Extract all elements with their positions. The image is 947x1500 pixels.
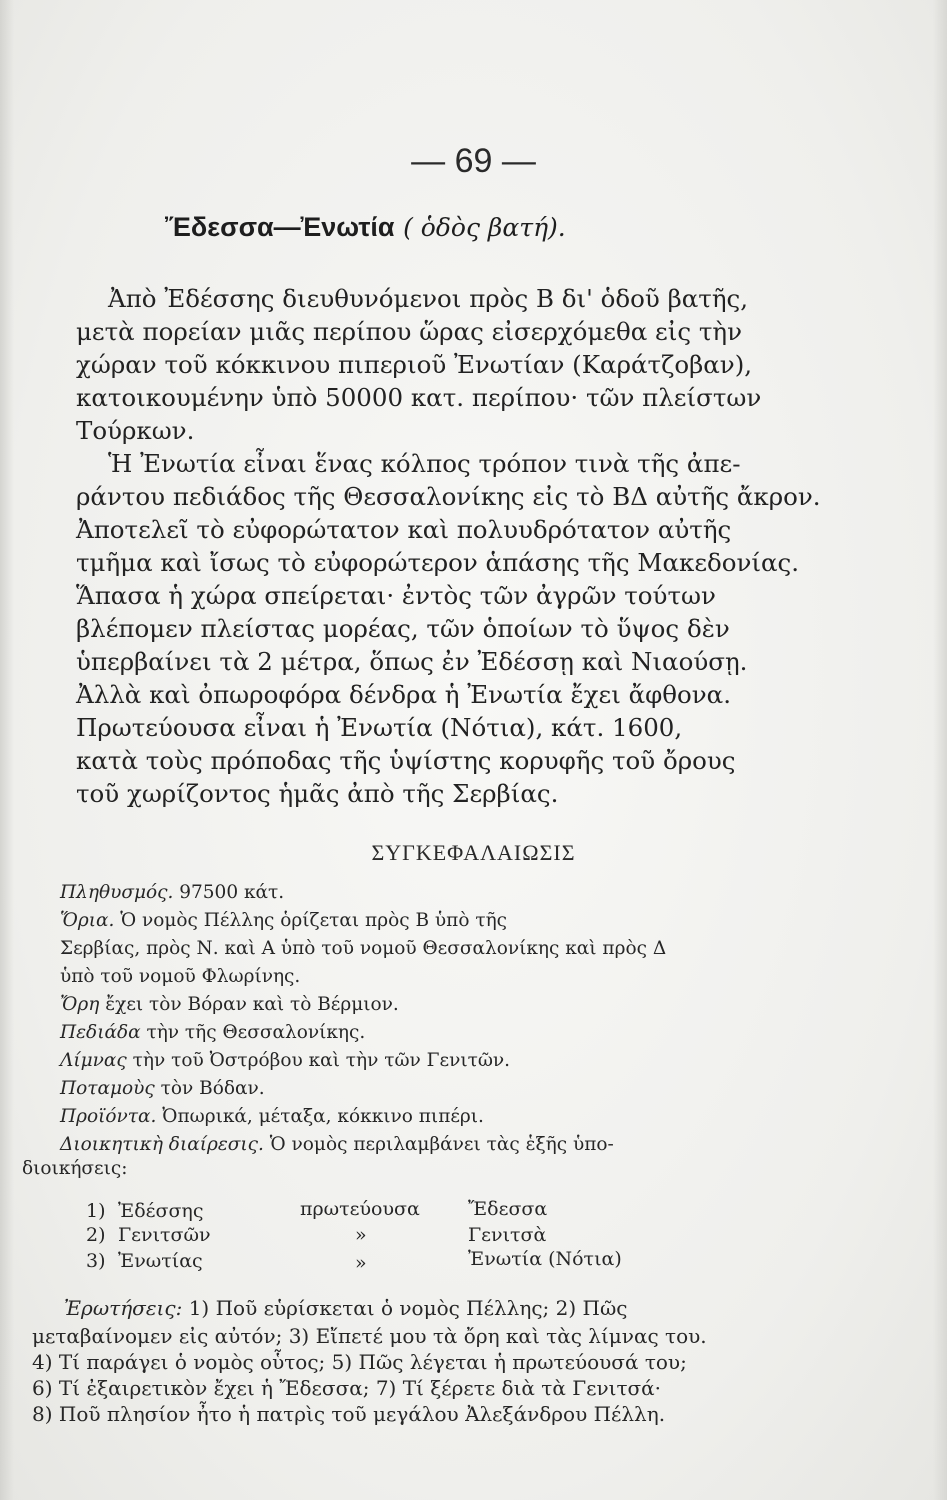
summary-text: ὑπὸ τοῦ νομοῦ Φλωρίνης. bbox=[60, 966, 301, 987]
body-line: Ἀπὸ Ἐδέσσης διευθυνόμενοι πρὸς Β δι' ὁδοῦ βατῆς, bbox=[108, 284, 749, 313]
title-sub: ( ὁδὸς βατή). bbox=[403, 213, 566, 242]
body-line: ράντου πεδιάδος τῆς Θεσσαλονίκης εἰς τὸ ΒΔ αὐτῆς ἄκρον. bbox=[76, 482, 821, 511]
body-line: κατοικουμένην ὑπὸ 50000 κατ. περίπου· τῶν πλείστων bbox=[76, 383, 762, 412]
page-edge-left bbox=[0, 0, 14, 1500]
summary-text: ἔχει τὸν Βόραν καὶ τὸ Βέρμιον. bbox=[105, 994, 399, 1015]
body-line: ὑπερβαίνει τὰ 2 μέτρα, ὅπως ἐν Ἐδέσσῃ καὶ Νιαούσῃ. bbox=[76, 647, 748, 676]
row-capital: Ἔδεσσα bbox=[468, 1198, 548, 1220]
summary-heading: ΣΥΓΚΕΦΑΛΑΙΩΣΙΣ bbox=[371, 840, 576, 865]
summary-line bbox=[60, 1134, 614, 1155]
questions-text: 1) Ποῦ εὑρίσκεται ὁ νομὸς Πέλλης; 2) Πῶς bbox=[188, 1296, 628, 1320]
summary-text: τὸν Βόδαν. bbox=[160, 1078, 265, 1099]
body-line: Ἀλλὰ καὶ ὀπωροφόρα δένδρα ἡ Ἐνωτία ἔχει ἄφθονα. bbox=[76, 680, 732, 709]
summary-line bbox=[60, 882, 284, 903]
table-header-capital: πρωτεύουσα bbox=[300, 1198, 420, 1220]
summary-text: τὴν τοῦ Ὀστρόβου καὶ τὴν τῶν Γενιτῶν. bbox=[132, 1050, 511, 1071]
summary-line bbox=[60, 1050, 510, 1071]
row-number: 1) bbox=[86, 1200, 106, 1222]
body-line: Τούρκων. bbox=[76, 416, 195, 445]
summary-label: Πεδιάδα bbox=[60, 1022, 141, 1043]
page-number: — 69 — bbox=[411, 142, 536, 180]
page-edge-right bbox=[933, 0, 947, 1500]
summary-line bbox=[60, 1022, 365, 1043]
body-line: βλέπομεν πλείστας μορέας, τῶν ὁποίων τὸ ὕψος δὲν bbox=[76, 614, 730, 643]
questions-line: 4) Τί παράγει ὁ νομὸς οὗτος; 5) Πῶς λέγεται ἡ πρωτεύουσά του; bbox=[32, 1350, 687, 1374]
questions-label: Ἐρωτήσεις: bbox=[64, 1296, 183, 1320]
summary-line bbox=[60, 1106, 484, 1127]
body-line: Πρωτεύουσα εἶναι ἡ Ἐνωτία (Νότια), κάτ. 1600, bbox=[76, 713, 683, 742]
body-line: κατὰ τοὺς πρόποδας τῆς ὑψίστης κορυφῆς τοῦ ὄρους bbox=[76, 746, 736, 775]
body-line: Ἅπασα ἡ χώρα σπείρεται· ἐντὸς τῶν ἀγρῶν τούτων bbox=[76, 581, 716, 610]
summary-text: διοικήσεις: bbox=[22, 1158, 128, 1179]
summary-line bbox=[60, 994, 399, 1015]
questions-line: μεταβαίνομεν εἰς αὐτόν; 3) Εἴπετέ μου τὰ ὄρη καὶ τὰς λίμνας του. bbox=[32, 1324, 707, 1348]
body-line: τμῆμα καὶ ἴσως τὸ εὐφορώτερον ἁπάσης τῆς Μακεδονίας. bbox=[76, 548, 800, 577]
summary-label: Ὅρια. bbox=[60, 910, 115, 931]
body-line: μετὰ πορείαν μιᾶς περίπου ὥρας εἰσερχόμεθα εἰς τὴν bbox=[76, 317, 742, 346]
summary-label: Πληθυσμός. bbox=[60, 882, 174, 903]
row-number: 3) bbox=[86, 1250, 106, 1272]
summary-text: Ὁ νομὸς περιλαμβάνει τὰς ἑξῆς ὑπο- bbox=[269, 1134, 614, 1155]
summary-line bbox=[60, 938, 666, 959]
summary-label: Λίμνας bbox=[60, 1050, 127, 1071]
row-name: Ἐδέσσης bbox=[118, 1200, 204, 1222]
body-line: τοῦ χωρίζοντος ἡμᾶς ἀπὸ τῆς Σερβίας. bbox=[76, 779, 559, 808]
summary-label: Διοικητικὴ διαίρεσις. bbox=[60, 1134, 264, 1155]
questions-line: 8) Ποῦ πλησίον ἦτο ἡ πατρὶς τοῦ μεγάλου Ἀλεξάνδρου Πέλλη. bbox=[32, 1402, 666, 1426]
row-name: Ἐνωτίας bbox=[118, 1250, 203, 1272]
summary-label: Ὄρη bbox=[60, 994, 100, 1015]
row-capital: Ἐνωτία (Νότια) bbox=[468, 1248, 622, 1270]
body-line: χώραν τοῦ κόκκινου πιπεριοῦ Ἐνωτίαν (Καράτζοβαν), bbox=[76, 350, 753, 379]
row-name: Γενιτσῶν bbox=[118, 1224, 211, 1246]
questions-line: 6) Τί ἐξαιρετικὸν ἔχει ἡ Ἔδεσσα; 7) Τί ξέρετε διὰ τὰ Γενιτσά· bbox=[32, 1376, 662, 1400]
questions-line bbox=[64, 1296, 627, 1320]
body-line: Ἡ Ἐνωτία εἶναι ἕνας κόλπος τρόπον τινὰ τῆς ἀπε- bbox=[108, 449, 741, 478]
row-ditto: » bbox=[355, 1224, 367, 1246]
summary-line bbox=[60, 966, 300, 987]
summary-text: Ὀπωρικά, μέταξα, κόκκινο πιπέρι. bbox=[162, 1106, 484, 1127]
summary-line bbox=[60, 910, 507, 931]
title-main: Ἔδεσσα—Ἐνωτία bbox=[165, 212, 395, 242]
summary-line bbox=[22, 1158, 128, 1179]
summary-text: Ὁ νομὸς Πέλλης ὁρίζεται πρὸς Β ὑπὸ τῆς bbox=[120, 910, 508, 931]
body-line: Ἀποτελεῖ τὸ εὐφορώτατον καὶ πολυυδρότατον αὐτῆς bbox=[76, 515, 732, 544]
summary-line bbox=[60, 1078, 265, 1099]
summary-text: τὴν τῆς Θεσσαλονίκης. bbox=[146, 1022, 366, 1043]
summary-text: 97500 κάτ. bbox=[179, 882, 285, 903]
row-ditto: » bbox=[355, 1252, 367, 1274]
summary-label: Προϊόντα. bbox=[60, 1106, 157, 1127]
summary-label: Ποταμοὺς bbox=[60, 1078, 155, 1099]
summary-text: Σερβίας, πρὸς Ν. καὶ Α ὑπὸ τοῦ νομοῦ Θεσσαλονίκης καὶ πρὸς Δ bbox=[60, 938, 667, 959]
row-number: 2) bbox=[86, 1224, 106, 1246]
row-capital: Γενιτσὰ bbox=[468, 1224, 547, 1246]
section-title bbox=[165, 212, 566, 243]
